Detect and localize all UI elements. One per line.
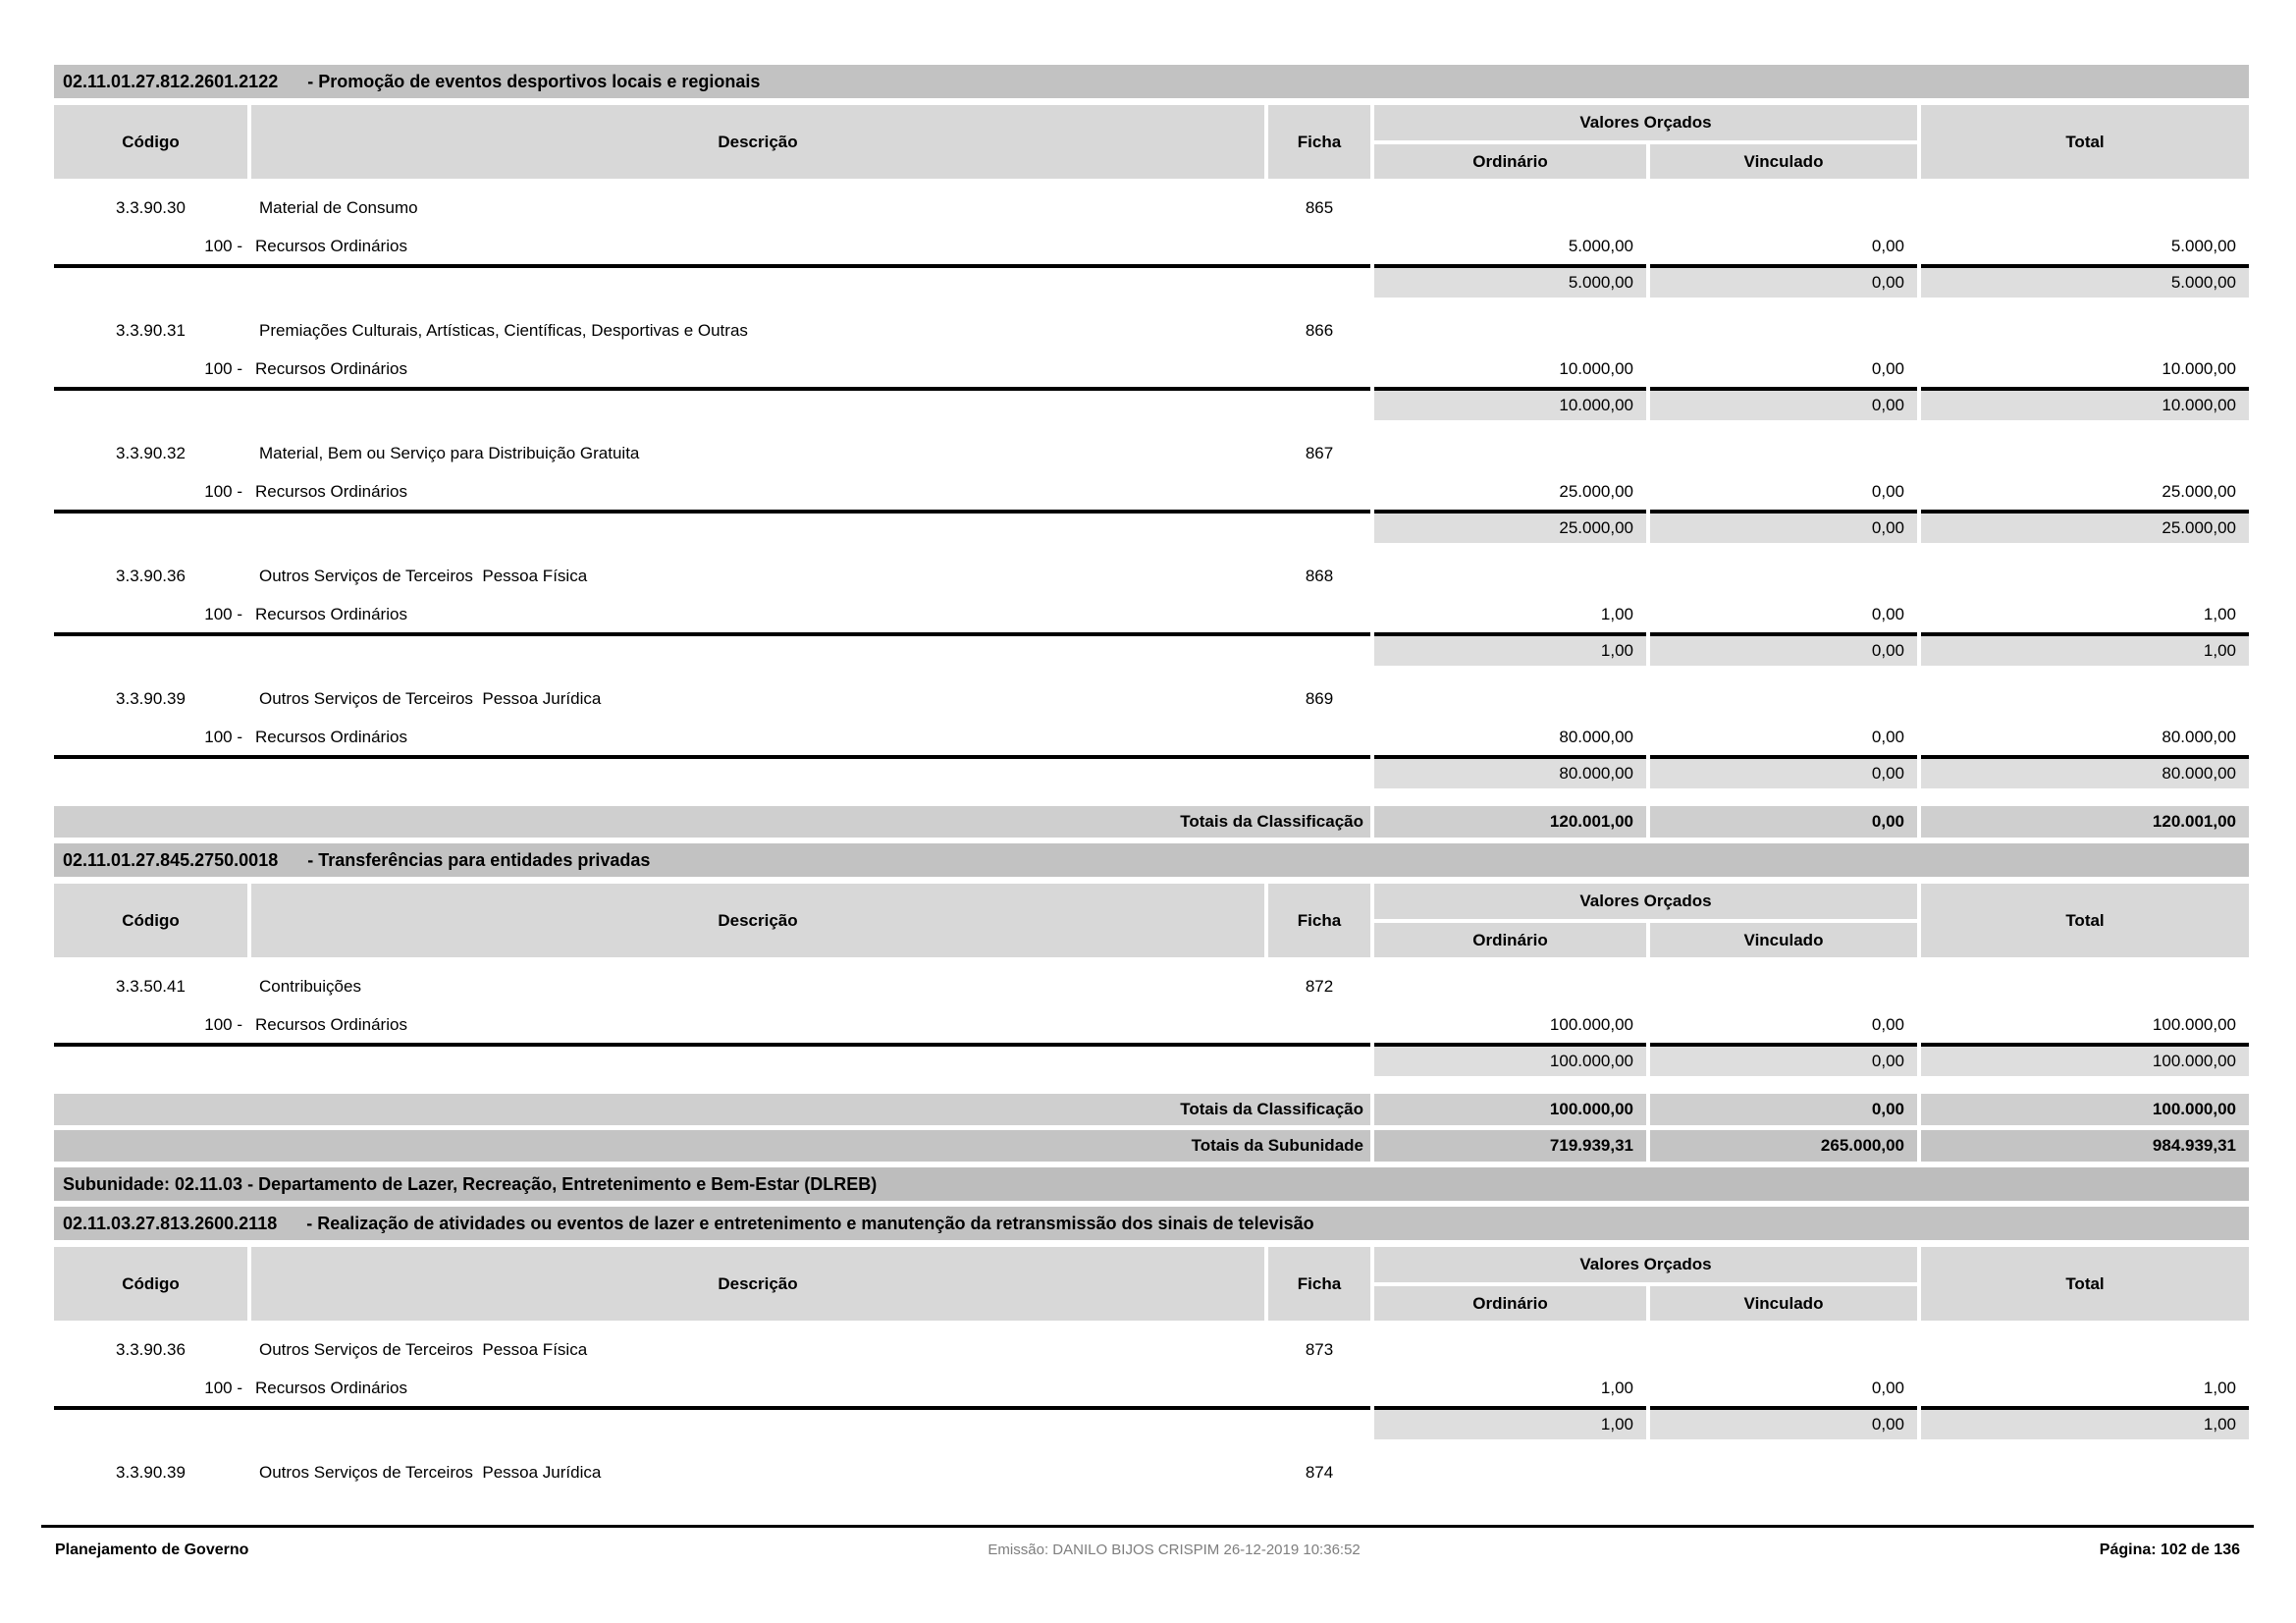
ficha-number: 867 xyxy=(1305,444,1334,462)
row-spacer xyxy=(54,666,2249,678)
table-header xyxy=(54,1247,2249,1321)
resource-value-total: 1,00 xyxy=(1921,1371,2249,1410)
subtotal-ordinario: 100.000,00 xyxy=(1374,1047,1646,1076)
classification-description: Contribuições xyxy=(259,977,361,996)
column-header-valores-orcados: Valores Orçados xyxy=(1374,884,1917,919)
ficha-number: 874 xyxy=(1305,1463,1334,1482)
program-section xyxy=(54,1207,2249,1506)
subtotal-spacer xyxy=(54,514,1370,543)
resource-value-ordinario: 10.000,00 xyxy=(1374,352,1646,391)
content xyxy=(54,59,2249,1506)
subtotal-vinculado: 0,00 xyxy=(1650,759,1917,788)
program-code: 02.11.03.27.813.2600.2118 xyxy=(63,1213,278,1233)
totals-ordinario: 719.939,31 xyxy=(1374,1130,1646,1162)
classification-row xyxy=(54,556,2249,597)
program-title: - Promoção de eventos desportivos locais e regionais xyxy=(307,71,761,91)
subtotal-row xyxy=(54,759,2249,788)
resource-value-total: 25.000,00 xyxy=(1921,474,2249,514)
ficha-number: 865 xyxy=(1305,198,1334,217)
subtotal-total: 80.000,00 xyxy=(1921,759,2249,788)
subtotal-row xyxy=(54,636,2249,666)
subtotal-row xyxy=(54,268,2249,298)
subtotal-spacer xyxy=(54,636,1370,666)
program-section xyxy=(54,65,2249,838)
column-header-vinculado: Vinculado xyxy=(1650,144,1917,179)
program-header-bar xyxy=(54,843,2249,877)
column-header-total: Total xyxy=(1921,105,2249,179)
classification-code: 3.3.90.36 xyxy=(116,1340,186,1359)
footer-report-name: Planejamento de Governo xyxy=(55,1542,249,1558)
classification-code: 3.3.90.39 xyxy=(116,689,186,708)
row-spacer xyxy=(54,1076,2249,1089)
resource-value-vinculado: 0,00 xyxy=(1650,1007,1917,1047)
classification-code: 3.3.50.41 xyxy=(116,977,186,996)
column-header-descricao: Descrição xyxy=(251,105,1264,179)
resource-name: Recursos Ordinários xyxy=(255,237,407,255)
ficha-number: 869 xyxy=(1305,689,1334,708)
totals-total: 984.939,31 xyxy=(1921,1130,2249,1162)
resource-value-ordinario: 1,00 xyxy=(1374,1371,1646,1410)
resource-left xyxy=(54,474,1370,514)
column-header-ficha: Ficha xyxy=(1268,1247,1370,1321)
subtotal-ordinario: 5.000,00 xyxy=(1374,268,1646,298)
resource-row xyxy=(54,1371,2249,1410)
column-header-ficha: Ficha xyxy=(1268,884,1370,957)
program-code: 02.11.01.27.845.2750.0018 xyxy=(63,849,279,870)
column-header-codigo: Código xyxy=(54,1247,247,1321)
resource-value-ordinario: 5.000,00 xyxy=(1374,229,1646,268)
resource-name: Recursos Ordinários xyxy=(255,728,407,746)
column-header-vinculado: Vinculado xyxy=(1650,1286,1917,1321)
resource-value-ordinario: 1,00 xyxy=(1374,597,1646,636)
column-header-descricao: Descrição xyxy=(251,884,1264,957)
classification-row xyxy=(54,678,2249,720)
classification-row xyxy=(54,433,2249,474)
subtotal-spacer xyxy=(54,1410,1370,1439)
column-header-descricao: Descrição xyxy=(251,1247,1264,1321)
resource-code: 100 - xyxy=(204,728,242,746)
classification-description: Outros Serviços de Terceiros Pessoa Jurídica xyxy=(259,1463,602,1482)
program-title: - Realização de atividades ou eventos de lazer e entretenimento e manutenção da retransmissão dos sinais de televisão xyxy=(306,1213,1314,1233)
subtotal-spacer xyxy=(54,268,1370,298)
program-section xyxy=(54,843,2249,1162)
row-spacer xyxy=(54,1493,2249,1506)
resource-value-total: 100.000,00 xyxy=(1921,1007,2249,1047)
classification-code: 3.3.90.39 xyxy=(116,1463,186,1482)
classification-code: 3.3.90.30 xyxy=(116,198,186,217)
resource-row xyxy=(54,352,2249,391)
subtotal-row xyxy=(54,1410,2249,1439)
resource-left xyxy=(54,597,1370,636)
classification-description: Outros Serviços de Terceiros Pessoa Jurídica xyxy=(259,689,602,708)
column-header-codigo: Código xyxy=(54,884,247,957)
resource-left xyxy=(54,720,1370,759)
program-title: - Transferências para entidades privadas xyxy=(307,849,651,870)
subtotal-vinculado: 0,00 xyxy=(1650,268,1917,298)
subtotal-row xyxy=(54,1047,2249,1076)
classification-description: Material de Consumo xyxy=(259,198,418,217)
resource-code: 100 - xyxy=(204,359,242,378)
subtotal-total: 1,00 xyxy=(1921,636,2249,666)
program-header-bar xyxy=(54,65,2249,98)
subtotal-total: 1,00 xyxy=(1921,1410,2249,1439)
resource-value-vinculado: 0,00 xyxy=(1650,597,1917,636)
resource-name: Recursos Ordinários xyxy=(255,1379,407,1397)
resource-left xyxy=(54,352,1370,391)
classification-description: Outros Serviços de Terceiros Pessoa Física xyxy=(259,567,588,585)
resource-name: Recursos Ordinários xyxy=(255,605,407,623)
totals-vinculado: 265.000,00 xyxy=(1650,1130,1917,1162)
resource-left xyxy=(54,1371,1370,1410)
subtotal-vinculado: 0,00 xyxy=(1650,1047,1917,1076)
totals-row-classificacao xyxy=(54,1094,2249,1125)
classification-row xyxy=(54,966,2249,1007)
resource-row xyxy=(54,1007,2249,1047)
column-header-ordinario: Ordinário xyxy=(1374,144,1646,179)
totals-label: Totais da Classificação xyxy=(54,1094,1370,1125)
resource-value-vinculado: 0,00 xyxy=(1650,1371,1917,1410)
table-header xyxy=(54,884,2249,957)
resource-row xyxy=(54,720,2249,759)
resource-value-vinculado: 0,00 xyxy=(1650,229,1917,268)
totals-total: 120.001,00 xyxy=(1921,806,2249,838)
classification-row xyxy=(54,1329,2249,1371)
column-header-ficha: Ficha xyxy=(1268,105,1370,179)
resource-name: Recursos Ordinários xyxy=(255,1015,407,1034)
classification-code: 3.3.90.31 xyxy=(116,321,186,340)
resource-left xyxy=(54,1007,1370,1047)
table-header xyxy=(54,105,2249,179)
ficha-number: 868 xyxy=(1305,567,1334,585)
totals-ordinario: 100.000,00 xyxy=(1374,1094,1646,1125)
classification-description: Premiações Culturais, Artísticas, Científicas, Desportivas e Outras xyxy=(259,321,748,340)
totals-vinculado: 0,00 xyxy=(1650,1094,1917,1125)
row-spacer xyxy=(54,1439,2249,1452)
resource-row xyxy=(54,474,2249,514)
resource-row xyxy=(54,229,2249,268)
resource-code: 100 - xyxy=(204,1379,242,1397)
column-header-ordinario: Ordinário xyxy=(1374,923,1646,957)
resource-code: 100 - xyxy=(204,1015,242,1034)
resource-value-vinculado: 0,00 xyxy=(1650,474,1917,514)
subtotal-total: 25.000,00 xyxy=(1921,514,2249,543)
subtotal-ordinario: 80.000,00 xyxy=(1374,759,1646,788)
resource-value-total: 5.000,00 xyxy=(1921,229,2249,268)
resource-name: Recursos Ordinários xyxy=(255,359,407,378)
subtotal-row xyxy=(54,391,2249,420)
ficha-number: 872 xyxy=(1305,977,1334,996)
subunidade-header-bar xyxy=(54,1167,2249,1201)
classification-description: Material, Bem ou Serviço para Distribuição Gratuita xyxy=(259,444,640,462)
subtotal-spacer xyxy=(54,759,1370,788)
resource-value-vinculado: 0,00 xyxy=(1650,720,1917,759)
subtotal-ordinario: 25.000,00 xyxy=(1374,514,1646,543)
resource-row xyxy=(54,597,2249,636)
resource-value-total: 80.000,00 xyxy=(1921,720,2249,759)
footer-row xyxy=(41,1528,2254,1559)
footer-page-number: Página: 102 de 136 xyxy=(2099,1542,2240,1558)
resource-code: 100 - xyxy=(204,605,242,623)
subtotal-vinculado: 0,00 xyxy=(1650,1410,1917,1439)
subtotal-total: 5.000,00 xyxy=(1921,268,2249,298)
ficha-number: 866 xyxy=(1305,321,1334,340)
resource-name: Recursos Ordinários xyxy=(255,482,407,501)
totals-label: Totais da Classificação xyxy=(54,806,1370,838)
resource-value-ordinario: 25.000,00 xyxy=(1374,474,1646,514)
row-spacer xyxy=(54,788,2249,801)
subtotal-spacer xyxy=(54,391,1370,420)
row-spacer xyxy=(54,298,2249,310)
subtotal-vinculado: 0,00 xyxy=(1650,514,1917,543)
ficha-number: 873 xyxy=(1305,1340,1334,1359)
column-header-total: Total xyxy=(1921,884,2249,957)
classification-row xyxy=(54,188,2249,229)
totals-ordinario: 120.001,00 xyxy=(1374,806,1646,838)
totals-row-subunidade xyxy=(54,1130,2249,1162)
column-header-codigo: Código xyxy=(54,105,247,179)
classification-row xyxy=(54,310,2249,352)
resource-value-total: 1,00 xyxy=(1921,597,2249,636)
totals-label: Totais da Subunidade xyxy=(54,1130,1370,1162)
subtotal-ordinario: 1,00 xyxy=(1374,636,1646,666)
classification-code: 3.3.90.36 xyxy=(116,567,186,585)
resource-code: 100 - xyxy=(204,482,242,501)
subunidade-label: Subunidade: 02.11.03 - Departamento de Lazer, Recreação, Entretenimento e Bem-Estar (DLREB) xyxy=(63,1173,878,1194)
subtotal-ordinario: 1,00 xyxy=(1374,1410,1646,1439)
subtotal-total: 10.000,00 xyxy=(1921,391,2249,420)
program-header-bar xyxy=(54,1207,2249,1240)
totals-vinculado: 0,00 xyxy=(1650,806,1917,838)
subtotal-vinculado: 0,00 xyxy=(1650,391,1917,420)
subtotal-total: 100.000,00 xyxy=(1921,1047,2249,1076)
resource-left xyxy=(54,229,1370,268)
classification-row xyxy=(54,1452,2249,1493)
subtotal-ordinario: 10.000,00 xyxy=(1374,391,1646,420)
resource-value-vinculado: 0,00 xyxy=(1650,352,1917,391)
column-header-valores-orcados: Valores Orçados xyxy=(1374,1247,1917,1282)
column-header-total: Total xyxy=(1921,1247,2249,1321)
subtotal-row xyxy=(54,514,2249,543)
totals-row-classificacao xyxy=(54,806,2249,838)
column-header-vinculado: Vinculado xyxy=(1650,923,1917,957)
program-code: 02.11.01.27.812.2601.2122 xyxy=(63,71,279,91)
classification-description: Outros Serviços de Terceiros Pessoa Física xyxy=(259,1340,588,1359)
footer xyxy=(41,1525,2254,1559)
classification-code: 3.3.90.32 xyxy=(116,444,186,462)
resource-value-ordinario: 100.000,00 xyxy=(1374,1007,1646,1047)
column-header-valores-orcados: Valores Orçados xyxy=(1374,105,1917,140)
resource-value-total: 10.000,00 xyxy=(1921,352,2249,391)
footer-emission: Emissão: DANILO BIJOS CRISPIM 26-12-2019 10:36:52 xyxy=(988,1542,1361,1558)
resource-value-ordinario: 80.000,00 xyxy=(1374,720,1646,759)
row-spacer xyxy=(54,420,2249,433)
subtotal-vinculado: 0,00 xyxy=(1650,636,1917,666)
row-spacer xyxy=(54,543,2249,556)
totals-total: 100.000,00 xyxy=(1921,1094,2249,1125)
column-header-ordinario: Ordinário xyxy=(1374,1286,1646,1321)
subtotal-spacer xyxy=(54,1047,1370,1076)
resource-code: 100 - xyxy=(204,237,242,255)
